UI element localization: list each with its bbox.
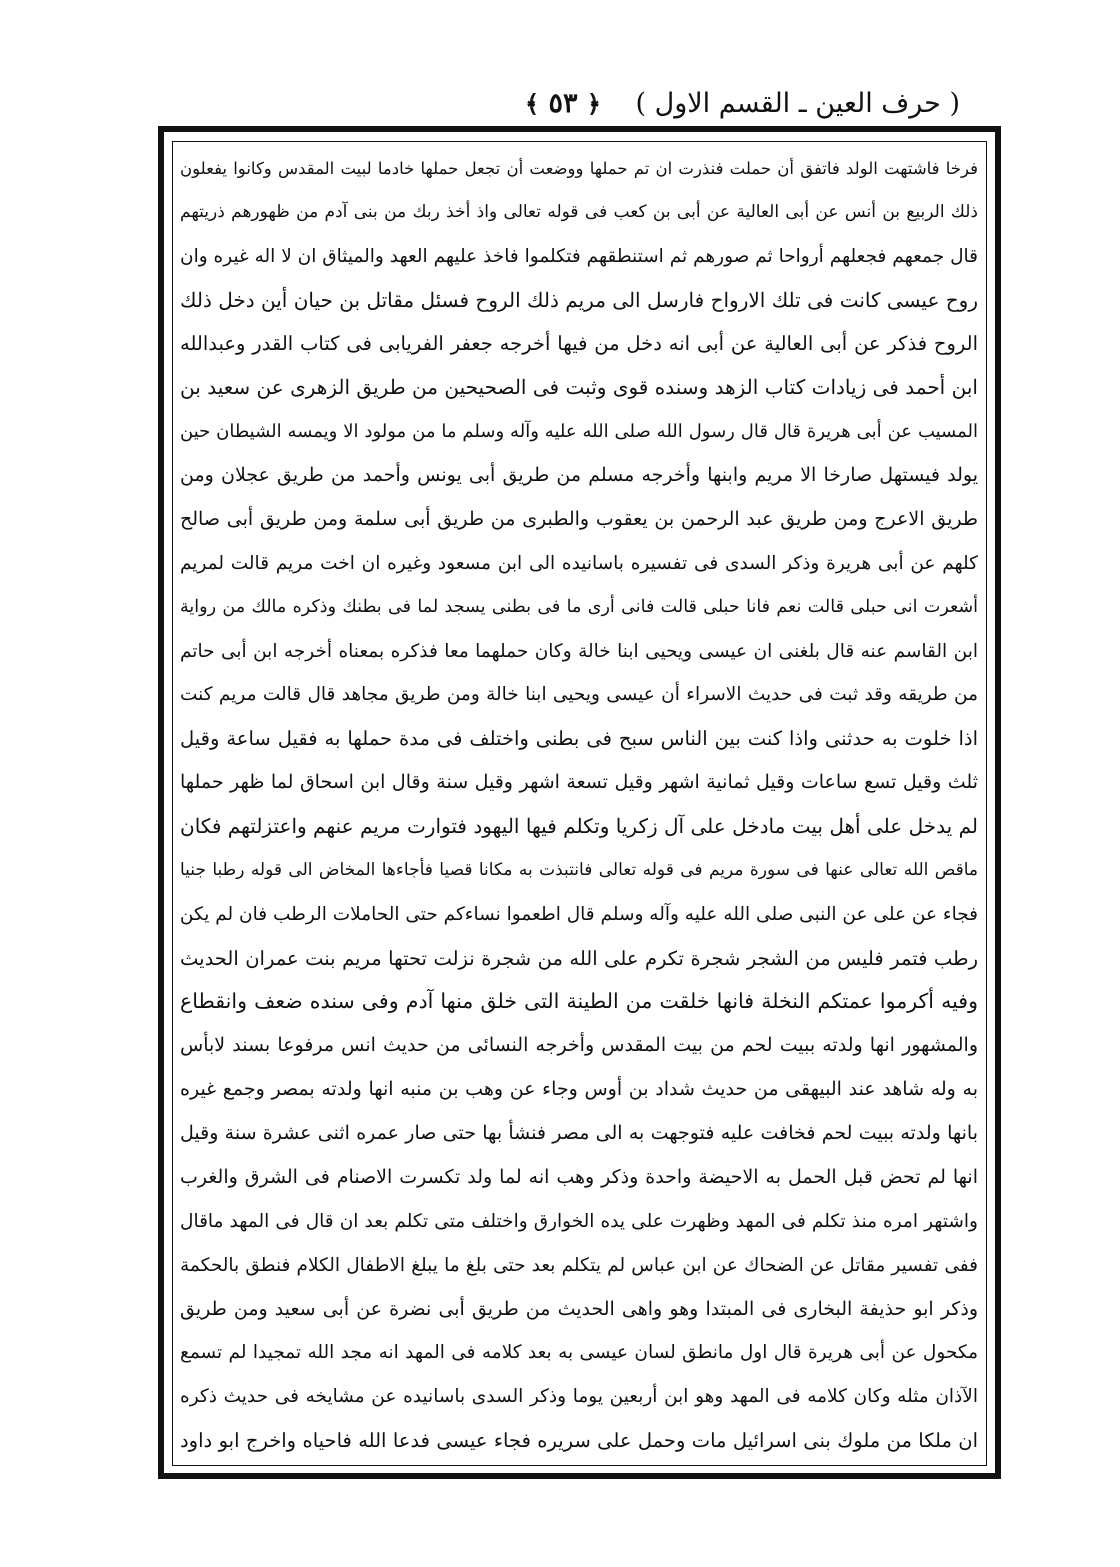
page-header: [180, 86, 970, 126]
text-line: به وله شاهد عند البيهقى من حديث شداد بن أوس وجاء عن وهب بن منبه انها ولدته بمصر وجمع غيره: [180, 1078, 978, 1101]
text-line: رطب فتمر فليس من الشجر شجرة تكرم على الله من شجرة نزلت تحتها مريم بنت عمران الحديث: [180, 946, 978, 970]
text-line: واشتهر امره منذ تكلم فى المهد وظهرت على يده الخوارق واختلف متى تكلم بعد ان قال فى المهد ماقال: [180, 1210, 978, 1232]
text-line: طريق الاعرج ومن طريق عبد الرحمن بن يعقوب والطبرى من طريق أبى سلمة ومن طريق أبى صالح: [180, 507, 978, 530]
ornament-left-icon: ﴿: [586, 89, 601, 118]
section-title: ( حرف العين ـ القسم الاول ): [635, 88, 960, 119]
text-line: والمشهور انها ولدته ببيت لحم من بيت المقدس وأخرجه النسائى من حديث انس مرفوعا بسند لابأس: [180, 1034, 978, 1057]
text-line: أشعرت انى حبلى قالت نعم فانا حبلى قالت فانى أرى ما فى بطنى يسجد لما فى بطنك وذكره مالك من رواية: [180, 596, 978, 617]
text-line: ثلث وقيل تسع ساعات وقيل ثمانية اشهر وقيل تسعة اشهر وقيل سنة وقال ابن اسحاق لما ظهر حملها: [180, 771, 978, 794]
text-line: روح عيسى كانت فى تلك الارواح فارسل الى مريم ذلك الروح فسئل مقاتل بن حيان أين دخل ذلك: [180, 287, 978, 312]
text-line: لم يدخل على أهل بيت مادخل على آل زكريا وتكلم فيها اليهود فتوارت مريم عنهم واعتزلتهم فكان: [180, 814, 978, 838]
text-line: اذا خلوت به حدثنى واذا كنت بين الناس سبح فى بطنى واختلف فى مدة حملها به فقيل ساعة وقيل: [180, 727, 978, 751]
text-line: انها لم تحض قبل الحمل به الاحيضة واحدة وذكر وهب انه لما ولد تكسرت الاصنام فى الشرق والغرب: [180, 1165, 978, 1188]
text-line: مكحول عن أبى هريرة قال اول مانطق لسان عيسى به بعد كلامه فى المهد انه مجد الله تمجيدا لم تسمع: [180, 1342, 978, 1364]
text-line: قال جمعهم فجعلهم أرواحا ثم صورهم ثم استنطقهم فتكلموا فاخذ عليهم العهد والميثاق ان لا اله غيره وان: [180, 245, 978, 267]
text-line: المسيب عن أبى هريرة قال قال رسول الله صلى الله عليه وآله وسلم ما من مولود الا ويمسه الشيطان حين: [180, 421, 978, 443]
text-line: كلهم عن أبى هريرة وذكر السدى فى تفسيره باسانيده الى ابن مسعود وغيره ان اخت مريم قالت لمريم: [180, 552, 978, 574]
ornament-right-icon: ﴾: [525, 89, 540, 118]
text-line: فرخا فاشتهت الولد فاتفق أن حملت فنذرت ان تم حملها ووضعت أن تجعل حملها خادما لبيت المقدس وكانوا يفعلون: [180, 159, 978, 178]
text-line: ابن القاسم عنه قال بلغنى ان عيسى ويحيى ابنا خالة وكان حملهما معا فذكره بمعناه أخرجه ابن أبى حاتم: [180, 640, 978, 662]
text-line: يولد فيستهل صارخا الا مريم وابنها وأخرجه مسلم من طريق أبى يونس وأحمد من طريق عجلان ومن: [180, 464, 978, 487]
text-line: وذكر ابو حذيفة البخارى فى المبتدا وهو واهى الحديث من طريق أبى نضرة عن أبى سعيد ومن طريق: [180, 1297, 978, 1320]
text-line: بانها ولدته ببيت لحم فخافت عليه فتوجهت به الى مصر فنشأ بها حتى صار عمره اثنى عشرة سنة وقيل: [180, 1122, 978, 1145]
text-line: من طريقه وقد ثبت فى حديث الاسراء أن عيسى ويحيى ابنا خالة ومن طريق مجاهد قال قالت مريم كنت: [180, 684, 978, 706]
text-line: ذلك الربيع بن أنس عن أبى العالية عن أبى بن كعب فى قوله تعالى واذ أخذ ربك من بنى آدم من ظهورهم ذريتهم: [180, 201, 978, 222]
text-line: فجاء عن على عن النبى صلى الله عليه وآله وسلم قال اطعموا نساءكم حتى الحاملات الرطب فان لم يكن: [180, 903, 978, 925]
text-line: ابن أحمد فى زيادات كتاب الزهد وسنده قوى وثبت فى الصحيحين من طريق الزهرى عن سعيد بن: [180, 375, 978, 400]
text-line: الروح فذكر عن أبى العالية عن أبى انه دخل من فيها أخرجه جعفر الفريابى فى كتاب القدر وعبدالله: [180, 332, 978, 356]
page-number: [525, 88, 601, 119]
text-line: وفيه أكرموا عمتكم النخلة فانها خلقت من الطينة التى خلق منها آدم وفى سنده ضعف وانقطاع: [180, 989, 978, 1014]
text-line: ففى تفسير مقاتل عن الضحاك عن ابن عباس لم يتكلم بعد حتى بلغ ما يبلغ الاطفال الكلام فنطق بالحكمة: [180, 1254, 978, 1276]
text-line: ان ملكا من ملوك بنى اسرائيل مات وحمل على سريره فجاء عيسى فدعا الله فاحياه واخرج ابو داود: [180, 1429, 978, 1453]
text-line: الآذان مثله وكان كلامه فى المهد وهو ابن أربعين يوما وذكر السدى باسانيده عن مشايخه فى حديث ذكره: [180, 1386, 978, 1408]
text-line: ماقص الله تعالى عنها فى سورة مريم فى قوله تعالى فانتبذت به مكانا قصيا فأجاءها المخاض الى قوله رطبا جنيا: [180, 859, 978, 880]
page-number-value: ٥٣: [548, 88, 578, 119]
page-body: [180, 147, 978, 1463]
